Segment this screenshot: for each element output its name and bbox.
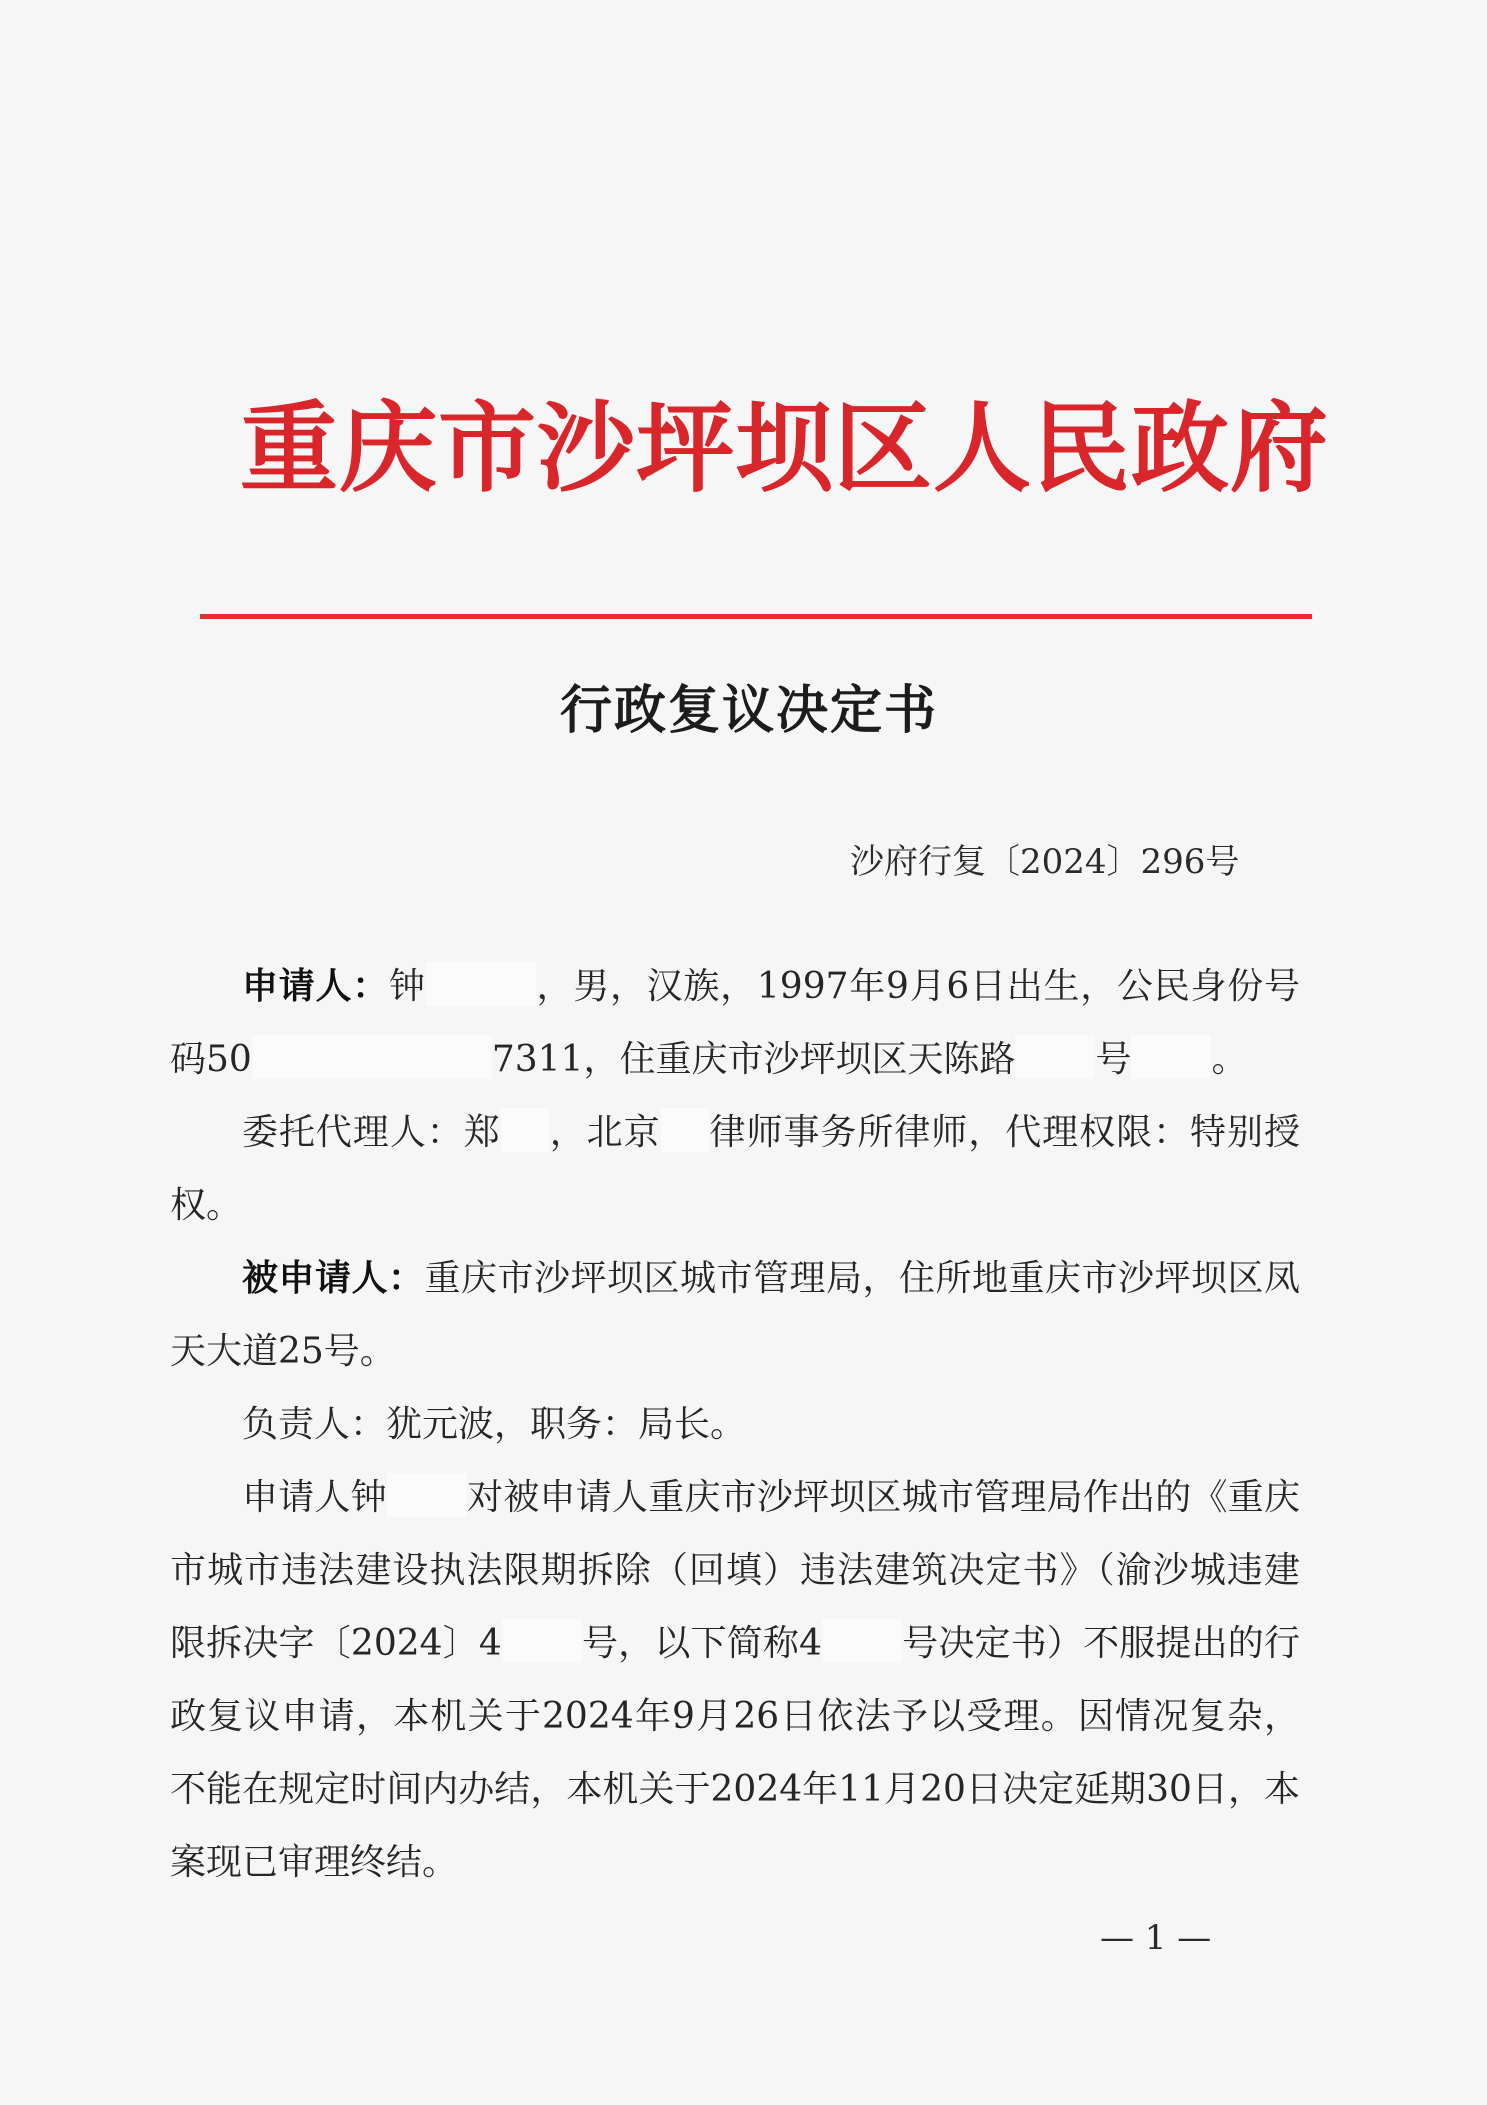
document-number: 沙府行复〔2024〕296号	[850, 842, 1240, 882]
agent-text-mid: ，北京	[548, 1112, 661, 1153]
agent-text-end: 律师事务所律师，代理权限：特别授权。	[170, 1112, 1300, 1226]
redaction-block	[661, 1108, 709, 1152]
applicant-details: ，男，汉族，1997年9月6日出生，公民身份号码50	[170, 966, 1300, 1080]
redaction-block	[502, 1619, 582, 1663]
agent-label: 委托代理人：	[242, 1112, 464, 1153]
agent-paragraph	[170, 1096, 1300, 1242]
responsible-person-paragraph: 负责人：犹元波，职务：局长。	[242, 1404, 747, 1445]
redaction-block	[426, 962, 536, 1006]
applicant-address-prefix: ，住重庆市沙坪坝区天陈路	[583, 1039, 1016, 1080]
issuing-organization-title: 重庆市沙坪坝区人民政府	[240, 391, 1330, 506]
applicant-paragraph	[170, 950, 1300, 1096]
case-paragraph	[170, 1461, 1300, 1899]
case-part-1: 申请人钟	[242, 1477, 387, 1518]
case-part-3: 号，以下简称4	[581, 1623, 822, 1664]
respondent-paragraph	[170, 1242, 1300, 1388]
respondent-label: 被申请人：	[242, 1257, 425, 1299]
applicant-address-end: 。	[1211, 1039, 1248, 1080]
respondent-text: 重庆市沙坪坝区城市管理局，住所地重庆市沙坪坝区凤天大道25号。	[170, 1258, 1300, 1372]
redaction-block	[501, 1108, 549, 1152]
redaction-block	[822, 1619, 902, 1663]
page-number: — 1 —	[1100, 1918, 1212, 1958]
redaction-block	[387, 1473, 467, 1517]
document-body	[170, 950, 1300, 1899]
applicant-surname: 钟	[388, 966, 426, 1007]
document-title: 行政复议决定书	[560, 680, 939, 741]
redaction-block	[1015, 1035, 1095, 1079]
applicant-label: 申请人：	[242, 965, 389, 1007]
case-part-4: 号决定书）不服提出的行政复议申请，本机关于2024年9月26日依法予以受理。因情况复杂，不能在规定时间内办结，本机关于2024年11月20日决定延期30日，本案现已审理终结。	[170, 1623, 1300, 1883]
red-header-rule	[200, 614, 1312, 619]
case-part-2: 对被申请人重庆市沙坪坝区城市管理局作出的《重庆市城市违法建设执法限期拆除（回填）违法建筑决定书》（渝沙城违建限拆决字〔2024〕4	[170, 1477, 1300, 1664]
redaction-block	[252, 1035, 492, 1079]
agent-surname: 郑	[463, 1112, 501, 1153]
redaction-block	[1131, 1035, 1211, 1079]
applicant-address-mid: 号	[1095, 1039, 1132, 1080]
applicant-id-suffix: 7311	[491, 1039, 584, 1080]
